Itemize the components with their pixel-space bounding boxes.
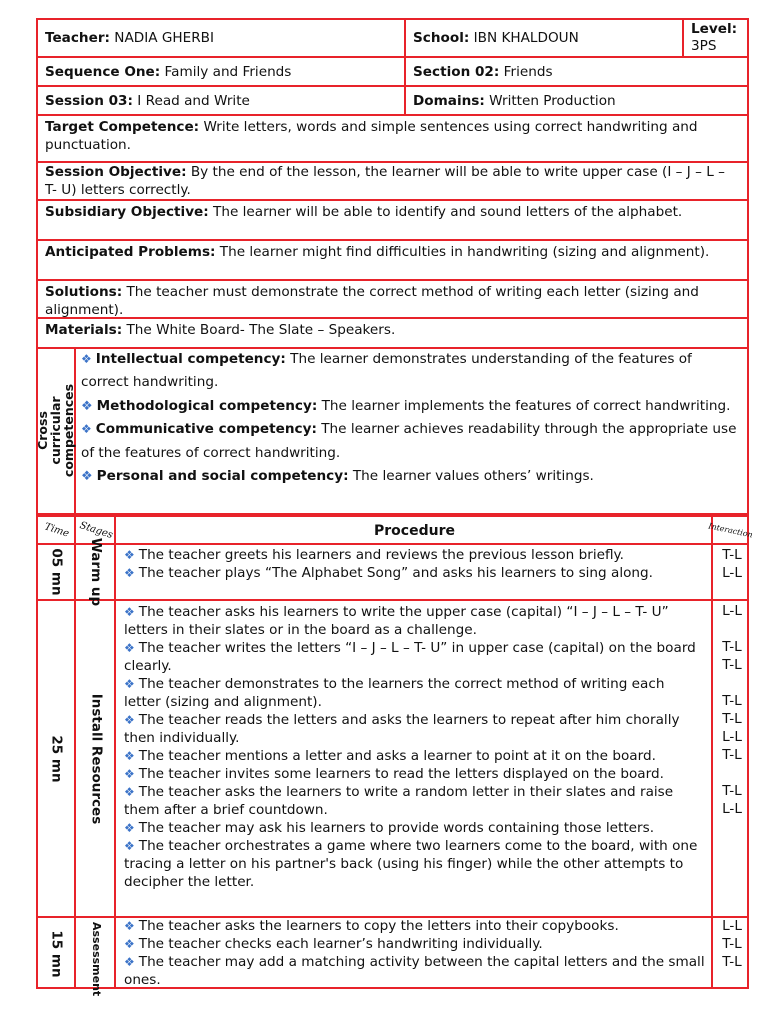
step-text: The teacher orchestrates a game where two learners come to the board, with one tracing a letter on his partner's back (using his finger) while the other attempts to decipher the letter. xyxy=(124,838,698,890)
cc-item-text: The learner demonstrates understanding of the features of correct handwriting. xyxy=(81,351,692,391)
interaction-value: T-L xyxy=(722,783,742,799)
step-item xyxy=(124,819,705,837)
target-text: Write letters, words and simple sentences using correct handwriting and punctuation. xyxy=(45,119,698,153)
step-text: The teacher checks each learner’s handwriting individually. xyxy=(138,936,543,952)
solutions-text: The teacher must demonstrate the correct method of writing each letter (sizing and alignment). xyxy=(45,284,699,318)
level-label: Level: xyxy=(691,21,738,37)
step-item xyxy=(124,564,705,582)
school-cell xyxy=(404,20,682,56)
interaction-value: T-L xyxy=(722,936,742,952)
interaction-value: T-L xyxy=(722,639,742,655)
header-row-teacher xyxy=(36,18,749,58)
diamond-bullet-icon: ❖ xyxy=(124,919,135,933)
header-row-session xyxy=(36,87,749,116)
step-text: The teacher may add a matching activity between the capital letters and the small ones. xyxy=(124,954,705,988)
interaction-value: L-L xyxy=(722,565,742,581)
stage-warmup-steps xyxy=(118,545,711,583)
objective-text: By the end of the lesson, the learner will be able to write upper case (I – J – L – T- U) letters correctly. xyxy=(45,164,725,198)
cc-item-text: The learner achieves readability through the appropriate use of the features of correct handwriting. xyxy=(81,421,737,461)
cross-curricular-side xyxy=(35,348,77,513)
diamond-bullet-icon: ❖ xyxy=(124,548,135,562)
sequence-value: Family and Friends xyxy=(164,63,292,80)
header-row-sequence xyxy=(36,58,749,87)
step-text: The teacher greets his learners and reviews the previous lesson briefly. xyxy=(138,547,624,563)
cc-item-label: Methodological competency: xyxy=(96,397,318,414)
sequence-label: Sequence One: xyxy=(45,63,161,80)
interaction-value: T-L xyxy=(722,547,742,563)
diamond-bullet-icon: ❖ xyxy=(81,352,92,366)
teacher-label: Teacher: xyxy=(45,30,110,46)
step-text: The teacher plays “The Alphabet Song” and asks his learners to sing along. xyxy=(138,565,653,581)
target-label: Target Competence: xyxy=(45,119,200,135)
session-label: Session 03: xyxy=(45,92,133,109)
interaction-value: L-L xyxy=(722,918,742,934)
procedure-table xyxy=(36,514,754,996)
diamond-bullet-icon: ❖ xyxy=(81,469,93,485)
cc-item-label: Intellectual competency: xyxy=(95,351,286,367)
stage-install-interactions xyxy=(715,602,749,818)
interaction-value: L-L xyxy=(722,801,742,817)
header-time-label: Time xyxy=(43,521,71,540)
header-time xyxy=(38,517,76,544)
domains-cell xyxy=(404,87,747,114)
diamond-bullet-icon: ❖ xyxy=(81,422,92,437)
stage-install-name xyxy=(76,601,116,916)
subsidiary-label: Subsidiary Objective: xyxy=(45,204,209,220)
domains-value: Written Production xyxy=(489,92,616,109)
problems-label: Anticipated Problems: xyxy=(45,244,216,260)
materials xyxy=(36,319,749,349)
session-cell xyxy=(38,87,404,114)
interaction-value xyxy=(715,764,749,782)
step-item xyxy=(124,639,705,675)
diamond-bullet-icon: ❖ xyxy=(124,605,135,619)
interaction-value: T-L xyxy=(722,954,742,970)
interaction-value: T-L xyxy=(722,693,742,709)
step-item xyxy=(124,765,705,783)
diamond-bullet-icon: ❖ xyxy=(124,749,135,763)
diamond-bullet-icon: ❖ xyxy=(124,785,135,799)
session-value: I Read and Write xyxy=(137,92,250,109)
stage-warmup-name xyxy=(76,537,116,607)
step-text: The teacher asks his learners to write the upper case (capital) “I – J – L – T- U” letters in their slates or in the board as a challenge. xyxy=(124,604,669,638)
solutions-label: Solutions: xyxy=(45,284,123,300)
problems-text: The learner might find difficulties in handwriting (sizing and alignment). xyxy=(219,244,710,260)
step-text: The teacher asks the learners to write a random letter in their slates and raise them after a brief countdown. xyxy=(124,784,674,818)
cc-item-communicative xyxy=(81,418,741,465)
interaction-value xyxy=(715,674,749,692)
diamond-bullet-icon: ❖ xyxy=(124,767,135,781)
step-text: The teacher reads the letters and asks the learners to repeat after him chorally then individually. xyxy=(124,712,680,746)
step-text: The teacher asks the learners to copy the letters into their copybooks. xyxy=(138,918,619,934)
stage-time-label: 05 mn xyxy=(49,548,66,596)
step-item xyxy=(124,783,705,819)
school-label: School: xyxy=(413,30,470,46)
step-text: The teacher demonstrates to the learners the correct method of writing each letter (sizing and alignment). xyxy=(124,676,665,710)
interaction-value xyxy=(715,620,749,638)
stage-name-label: Assessment xyxy=(90,921,103,996)
step-item xyxy=(124,675,705,711)
subsidiary-objective xyxy=(36,201,749,241)
section-cell xyxy=(404,58,747,85)
stage-warmup-interactions xyxy=(715,546,749,582)
diamond-bullet-icon: ❖ xyxy=(124,677,135,691)
objective-label: Session Objective: xyxy=(45,164,187,180)
interaction-value: T-L xyxy=(722,657,742,673)
domains-label: Domains: xyxy=(413,92,485,109)
step-text: The teacher mentions a letter and asks a learner to point at it on the board. xyxy=(138,748,656,764)
level-value: 3PS xyxy=(691,38,717,54)
materials-text: The White Board- The Slate – Speakers. xyxy=(126,322,396,338)
step-item xyxy=(124,837,705,891)
cc-item-personal-social xyxy=(81,465,741,488)
cc-item-label: Personal and social competency: xyxy=(96,468,349,485)
stage-time-label: 15 mn xyxy=(49,929,66,978)
stage-install-steps xyxy=(118,602,711,892)
header-interaction xyxy=(708,517,754,544)
cc-item-text: The learner implements the features of correct handwriting. xyxy=(321,397,731,414)
header-stages-label: Stages xyxy=(77,519,115,542)
cc-item-intellectual xyxy=(81,348,741,395)
teacher-name: NADIA GHERBI xyxy=(114,30,214,46)
stage-name-label: Warm up xyxy=(88,537,104,607)
cross-curricular-list xyxy=(75,348,747,513)
cc-item-text: The learner values others’ writings. xyxy=(352,468,594,485)
interaction-value: L-L xyxy=(722,729,742,745)
sequence-cell xyxy=(38,58,404,85)
school-name: IBN KHALDOUN xyxy=(473,30,579,46)
diamond-bullet-icon: ❖ xyxy=(124,821,135,835)
teacher-cell xyxy=(38,20,404,56)
stage-assessment-name xyxy=(76,918,116,996)
step-item xyxy=(124,935,705,953)
materials-label: Materials: xyxy=(45,322,123,338)
cross-curricular-label: Cross curricular competences xyxy=(35,383,77,478)
step-text: The teacher invites some learners to read the letters displayed on the board. xyxy=(138,766,664,782)
section-value: Friends xyxy=(503,63,553,80)
interaction-value: L-L xyxy=(722,603,742,619)
level-cell xyxy=(682,20,747,56)
interaction-value: T-L xyxy=(722,711,742,727)
step-item xyxy=(124,953,705,989)
cross-curricular-block xyxy=(36,348,749,515)
header-procedure-label: Procedure xyxy=(374,522,455,539)
step-item xyxy=(124,546,705,564)
step-item xyxy=(124,747,705,765)
row-divider xyxy=(38,599,747,601)
diamond-bullet-icon: ❖ xyxy=(124,839,135,853)
section-label: Section 02: xyxy=(413,63,500,80)
diamond-bullet-icon: ❖ xyxy=(124,955,135,969)
cc-item-label: Communicative competency: xyxy=(95,421,317,438)
diamond-bullet-icon: ❖ xyxy=(124,937,135,951)
interaction-value: T-L xyxy=(722,747,742,763)
solutions xyxy=(36,281,749,319)
subsidiary-text: The learner will be able to identify and sound letters of the alphabet. xyxy=(213,204,683,220)
stage-name-label: Install Resources xyxy=(88,693,105,824)
stage-warmup-time xyxy=(38,545,76,599)
stage-assessment-steps xyxy=(118,916,711,990)
step-item xyxy=(124,711,705,747)
stage-assessment-time xyxy=(38,918,76,989)
session-objective xyxy=(36,163,749,201)
header-procedure xyxy=(116,517,713,544)
step-text: The teacher writes the letters “I – J – L – T- U” in upper case (capital) on the board clearly. xyxy=(124,640,696,674)
stage-assessment-interactions xyxy=(715,917,749,971)
step-item xyxy=(124,603,705,639)
diamond-bullet-icon: ❖ xyxy=(124,566,135,580)
step-text: The teacher may ask his learners to provide words containing those letters. xyxy=(138,820,655,836)
diamond-bullet-icon: ❖ xyxy=(124,713,135,727)
diamond-bullet-icon: ❖ xyxy=(124,641,135,655)
step-item xyxy=(124,917,705,935)
stage-time-label: 25 mn xyxy=(49,734,66,783)
target-competence xyxy=(36,116,749,163)
cc-item-methodological xyxy=(81,395,741,418)
header-interaction-label: Interaction xyxy=(708,521,754,540)
stage-install-time xyxy=(38,601,76,916)
anticipated-problems xyxy=(36,241,749,281)
diamond-bullet-icon: ❖ xyxy=(81,398,93,414)
